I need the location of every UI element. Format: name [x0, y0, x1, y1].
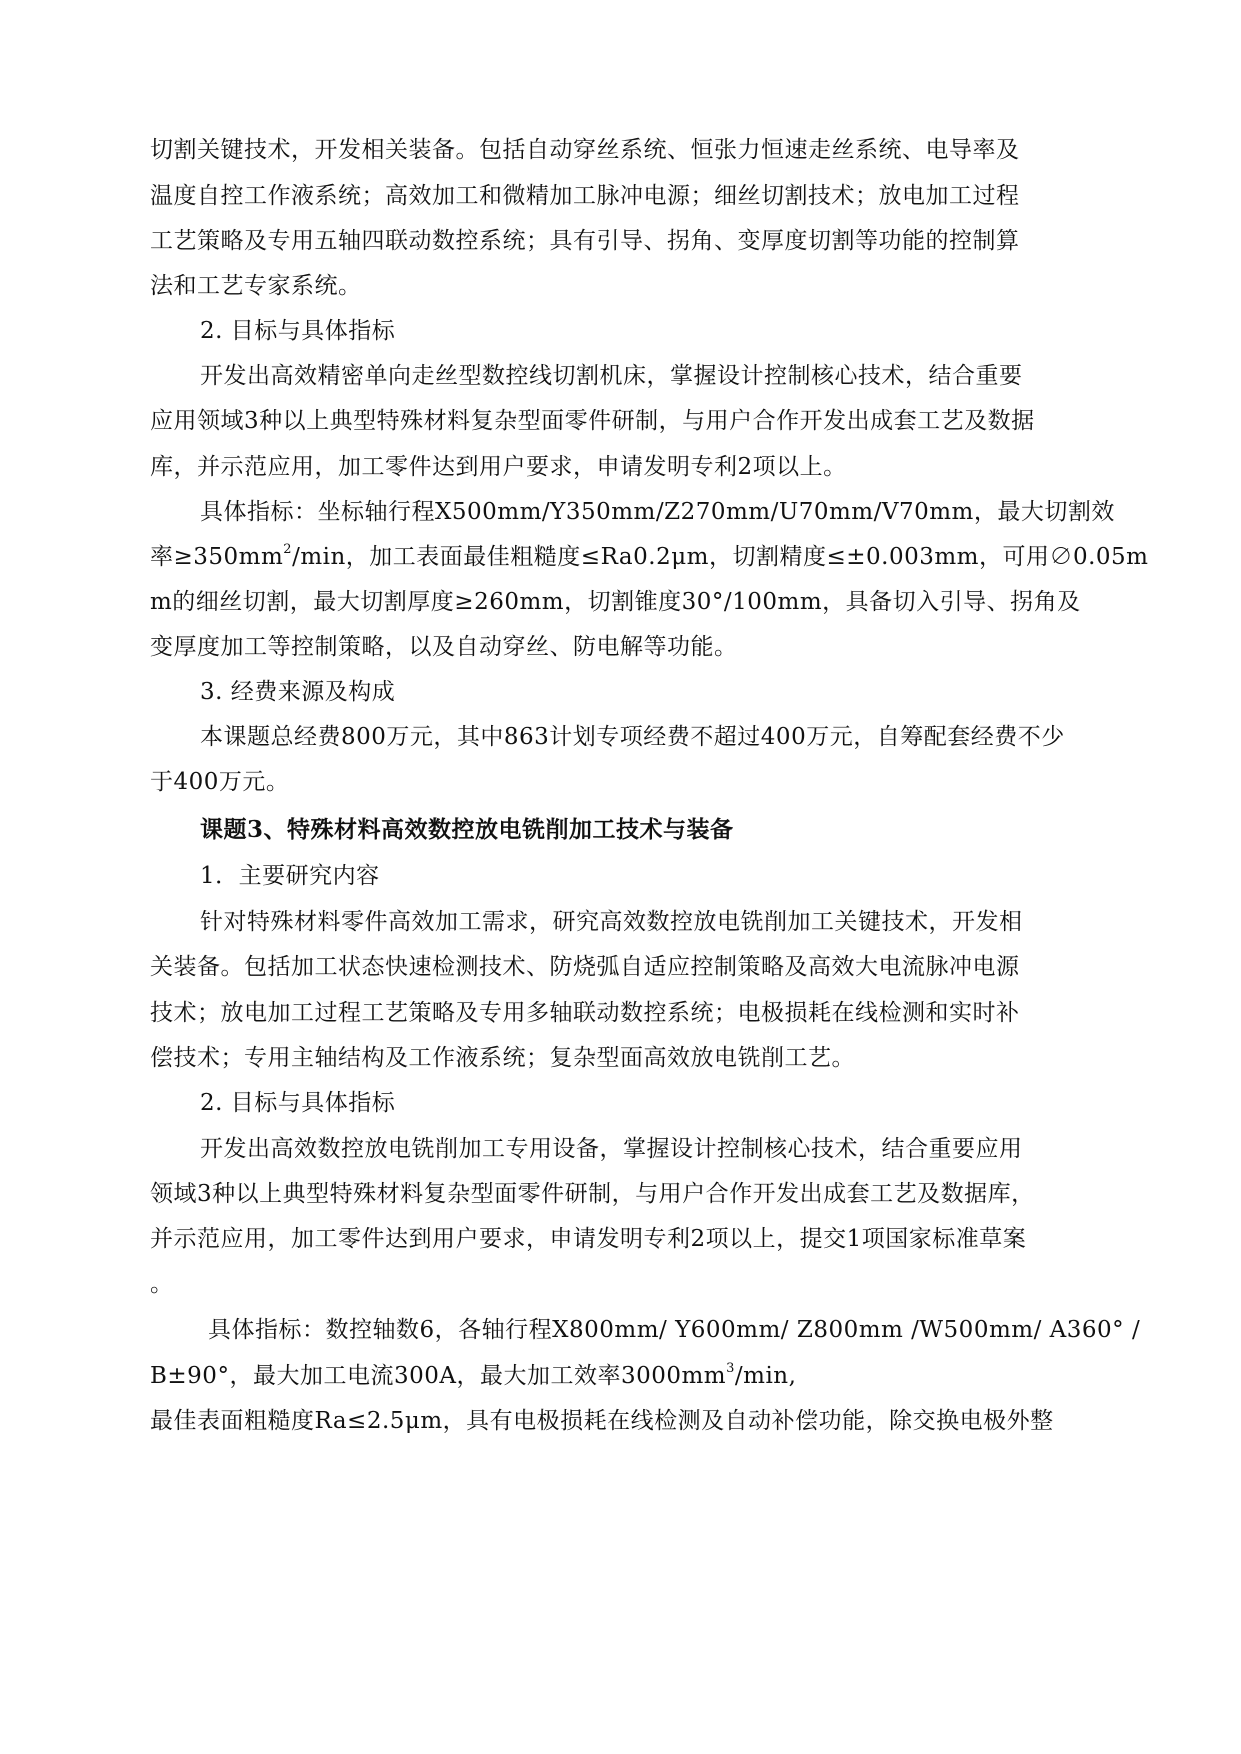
- paragraph-line: 开发出高效精密单向走丝型数控线切割机床，掌握设计控制核心技术，结合重要: [200, 363, 1023, 389]
- spec-line: 具体指标：坐标轴行程X500mm/Y350mm/Z270mm/U70mm/V70mm，最大切割效: [200, 499, 1115, 525]
- subheading-content: 1．主要研究内容: [200, 863, 380, 889]
- paragraph-line: 开发出高效数控放电铣削加工专用设备，掌握设计控制核心技术，结合重要应用: [200, 1136, 1023, 1162]
- spec-line: 变厚度加工等控制策略，以及自动穿丝、防电解等功能。: [150, 634, 738, 660]
- paragraph-line: 针对特殊材料零件高效加工需求，研究高效数控放电铣削加工关键技术，开发相: [200, 909, 1023, 935]
- paragraph-line: 切割关键技术，开发相关装备。包括自动穿丝系统、恒张力恒速走丝系统、电导率及: [150, 137, 1020, 163]
- spec-text: 率≥350mm: [150, 544, 284, 570]
- paragraph-line: 偿技术；专用主轴结构及工作液系统；复杂型面高效放电铣削工艺。: [150, 1045, 855, 1071]
- spec-line: [150, 1352, 1090, 1400]
- spec-line: m的细丝切割，最大切割厚度≥260mm，切割锥度30°/100mm，具备切入引导、拐角及: [150, 589, 1081, 615]
- subheading-funding: 3. 经费来源及构成: [200, 679, 396, 705]
- spec-line: [150, 533, 1149, 581]
- paragraph-line: 工艺策略及专用五轴四联动数控系统；具有引导、拐角、变厚度切割等功能的控制算: [150, 228, 1020, 254]
- spec-text: /min,: [734, 1363, 797, 1389]
- paragraph-line: 关装备。包括加工状态快速检测技术、防烧弧自适应控制策略及高效大电流脉冲电源: [150, 954, 1020, 980]
- spec-text: B±90°，最大加工电流300A，最大加工效率3000mm: [150, 1363, 727, 1389]
- paragraph-line: 库，并示范应用，加工零件达到用户要求，申请发明专利2项以上。: [150, 454, 847, 480]
- subheading-goals: 2. 目标与具体指标: [200, 1090, 396, 1116]
- subheading-goals: 2. 目标与具体指标: [200, 318, 396, 344]
- paragraph-line: 技术；放电加工过程工艺策略及专用多轴联动数控系统；电极损耗在线检测和实时补: [150, 1000, 1020, 1026]
- paragraph-line: 。: [150, 1271, 174, 1297]
- spec-line: 具体指标：数控轴数6，各轴行程X800mm/ Y600mm/ Z800mm /W500mm/ A360° /: [208, 1317, 1141, 1343]
- section-title: 课题3、特殊材料高效数控放电铣削加工技术与装备: [200, 816, 734, 843]
- paragraph-line: 于400万元。: [150, 769, 290, 795]
- paragraph-line: 法和工艺专家系统。: [150, 273, 362, 299]
- paragraph-line: 领域3种以上典型特殊材料复杂型面零件研制，与用户合作开发出成套工艺及数据库，: [150, 1181, 1035, 1207]
- paragraph-line: 应用领域3种以上典型特殊材料复杂型面零件研制，与用户合作开发出成套工艺及数据: [150, 408, 1035, 434]
- spec-text: /min，加工表面最佳粗糙度≤Ra0.2μm，切割精度≤±0.003mm，可用∅0.05m: [292, 544, 1149, 570]
- superscript: 3: [726, 1361, 735, 1377]
- paragraph-line: 并示范应用，加工零件达到用户要求，申请发明专利2项以上，提交1项国家标准草案: [150, 1226, 1027, 1252]
- spec-line: 最佳表面粗糙度Ra≤2.5μm，具有电极损耗在线检测及自动补偿功能，除交换电极外整: [150, 1408, 1054, 1434]
- paragraph-line: 本课题总经费800万元，其中863计划专项经费不超过400万元，自筹配套经费不少: [200, 724, 1065, 750]
- paragraph-line: 温度自控工作液系统；高效加工和微精加工脉冲电源；细丝切割技术；放电加工过程: [150, 183, 1020, 209]
- superscript: 2: [283, 542, 293, 558]
